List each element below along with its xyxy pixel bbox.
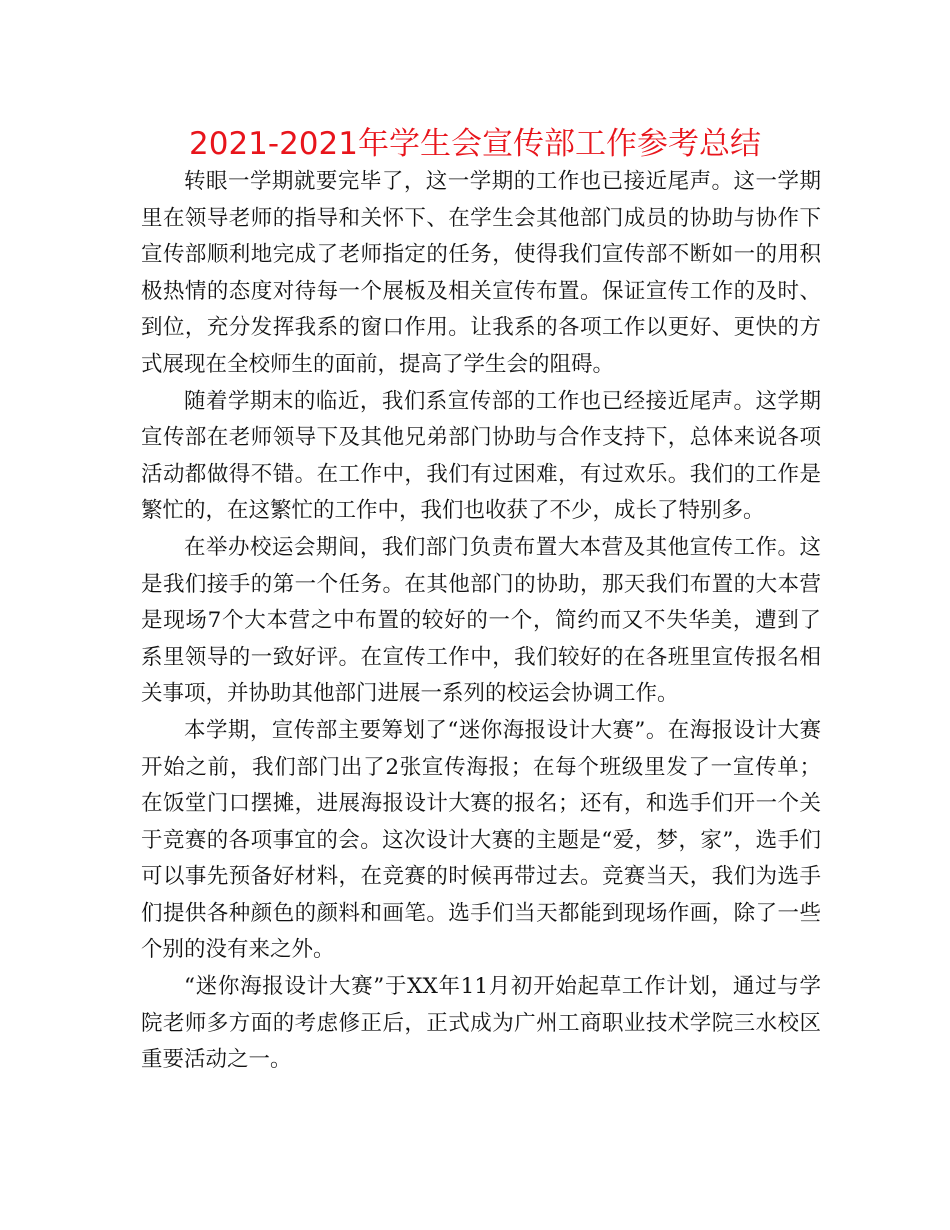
paragraph-4: 本学期，宣传部主要筹划了“迷你海报设计大赛”。在海报设计大赛开始之前，我们部门出了2张宣传海报；在每个班级里发了一宣传单；在饭堂门口摆摊，进展海报设计大赛的报名；还有，和选手们开一个关于竞赛的各项事宜的会。这次设计大赛的主题是“爱，梦，家”，选手们可以事先预备好材料，在竞赛的时候再带过去。竞赛当天，我们为选手们提供各种颜色的颜料和画笔。选手们当天都能到现场作画，除了一些个别的没有来之外。 <box>141 717 821 963</box>
document-body <box>141 164 821 1079</box>
paragraph-5: “迷你海报设计大赛”于XX年11月初开始起草工作计划，通过与学院老师多方面的考虑修正后，正式成为广州工商职业技术学院三水校区重要活动之一。 <box>141 974 821 1073</box>
paragraph-3: 在举办校运会期间，我们部门负责布置大本营及其他宣传工作。这是我们接手的第一个任务。在其他部门的协助，那天我们布置的大本营是现场7个大本营之中布置的较好的一个，简约而又不失华美，遭到了系里领导的一致好评。在宣传工作中，我们较好的在各班里宣传报名相关事项，并协助其他部门进展一系列的校运会协调工作。 <box>141 534 821 707</box>
document-title: 2021-2021年学生会宣传部工作参考总结 <box>189 126 761 162</box>
paragraph-2: 随着学期末的临近，我们系宣传部的工作也已经接近尾声。这学期宣传部在老师领导下及其他兄弟部门协助与合作支持下，总体来说各项活动都做得不错。在工作中，我们有过困难，有过欢乐。我们的工作是繁忙的，在这繁忙的工作中，我们也收获了不少，成长了特别多。 <box>141 388 821 524</box>
paragraph-1: 转眼一学期就要完毕了，这一学期的工作也已接近尾声。这一学期里在领导老师的指导和关怀下、在学生会其他部门成员的协助与协作下宣传部顺利地完成了老师指定的任务，使得我们宣传部不断如一的用积极热情的态度对待每一个展板及相关宣传布置。保证宣传工作的及时、到位，充分发挥我系的窗口作用。让我系的各项工作以更好、更快的方式展现在全校师生的面前，提高了学生会的阻碍。 <box>141 169 821 377</box>
